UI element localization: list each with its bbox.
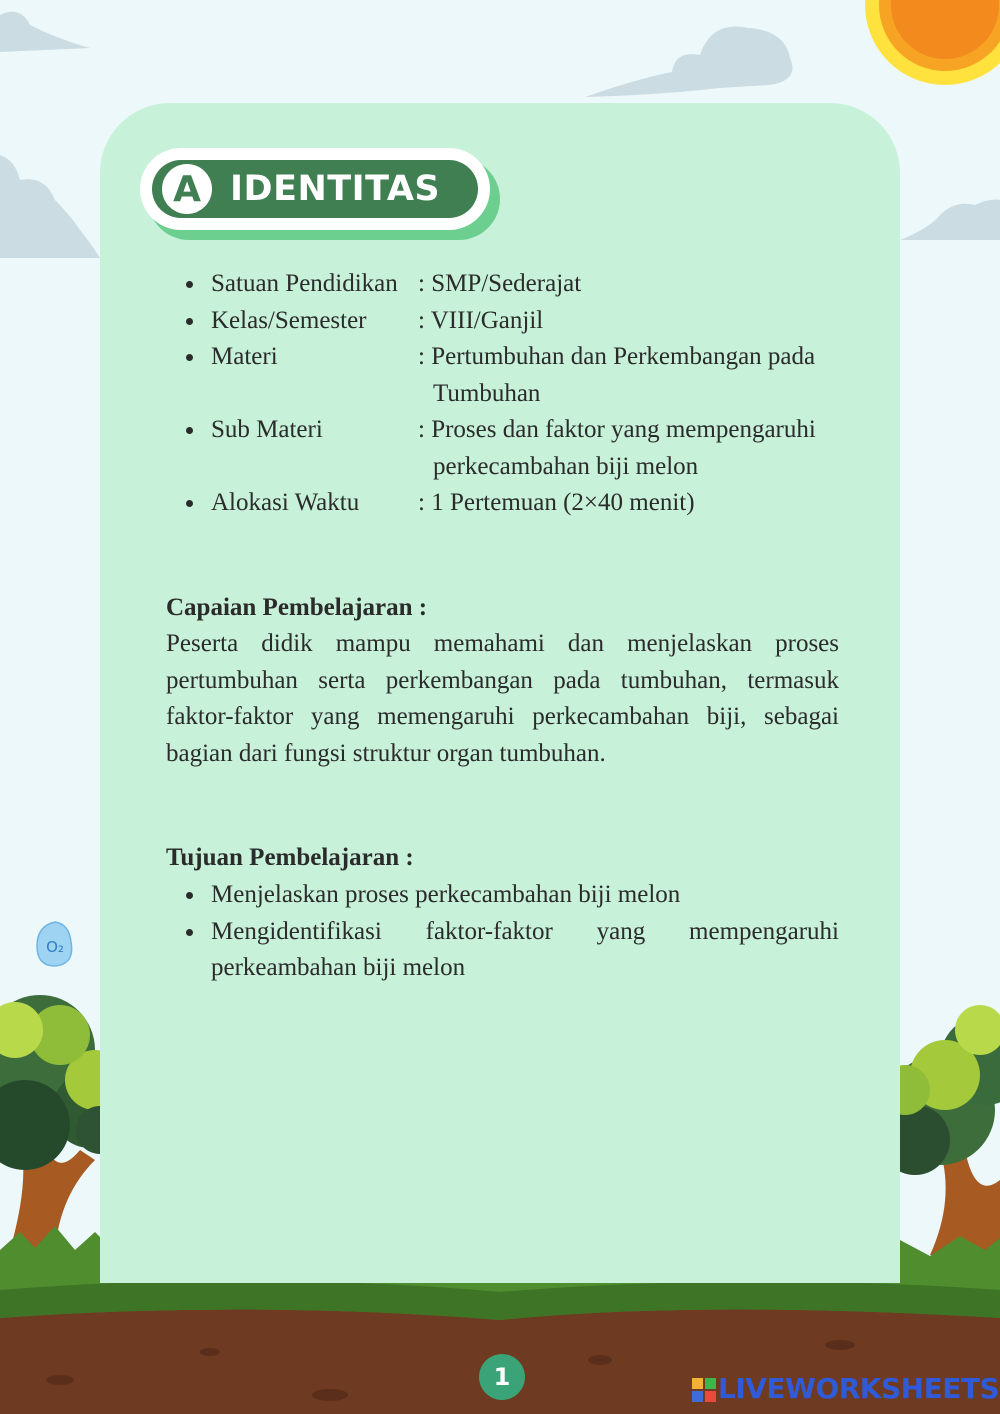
capaian-text: Peserta didik mampu memahami dan menjelaskan proses pertumbuhan serta perkembangan pada tumbuhan, termasuk faktor-faktor yang memengaruhi perkecambahan biji, sebagai bagian dari fungsi struktur organ tumbuhan. <box>166 630 839 767</box>
cloud-top-left-icon <box>0 12 90 52</box>
section-title: IDENTITAS <box>230 169 441 209</box>
cloud-left-icon <box>0 155 100 258</box>
list-item: Materi : Pertumbuhan dan Perkembangan pada Tumbuhan <box>186 339 866 412</box>
page-number: 1 <box>479 1354 525 1400</box>
list-item: Menjelaskan proses perkecambahan biji melon <box>186 877 839 914</box>
identitas-list <box>186 266 866 522</box>
section-badge <box>140 148 502 242</box>
section-letter: A <box>162 164 212 214</box>
sun-icon <box>865 0 1000 85</box>
svg-text:O₂: O₂ <box>46 938 64 956</box>
oxygen-bubble-icon <box>35 920 75 968</box>
list-item: Kelas/Semester : VIII/Ganjil <box>186 303 866 340</box>
tujuan-list <box>186 877 839 987</box>
tujuan-heading: Tujuan Pembelajaran : <box>166 844 414 871</box>
liveworksheets-logo-icon <box>692 1378 716 1402</box>
cloud-right-icon <box>900 200 1000 240</box>
brand-text: LIVEWORKSHEETS <box>718 1372 1000 1405</box>
brand-logo[interactable] <box>692 1372 999 1406</box>
list-item: Sub Materi : Proses dan faktor yang mempengaruhi perkecambahan biji melon <box>186 412 866 485</box>
capaian-heading: Capaian Pembelajaran : <box>166 594 428 621</box>
list-item: Alokasi Waktu : 1 Pertemuan (2×40 menit) <box>186 485 866 522</box>
list-item: Mengidentifikasi faktor-faktor yang mempengaruhi perkeambahan biji melon <box>186 914 839 987</box>
list-item: Satuan Pendidikan : SMP/Sederajat <box>186 266 866 303</box>
cloud-top-center-icon <box>585 27 793 97</box>
